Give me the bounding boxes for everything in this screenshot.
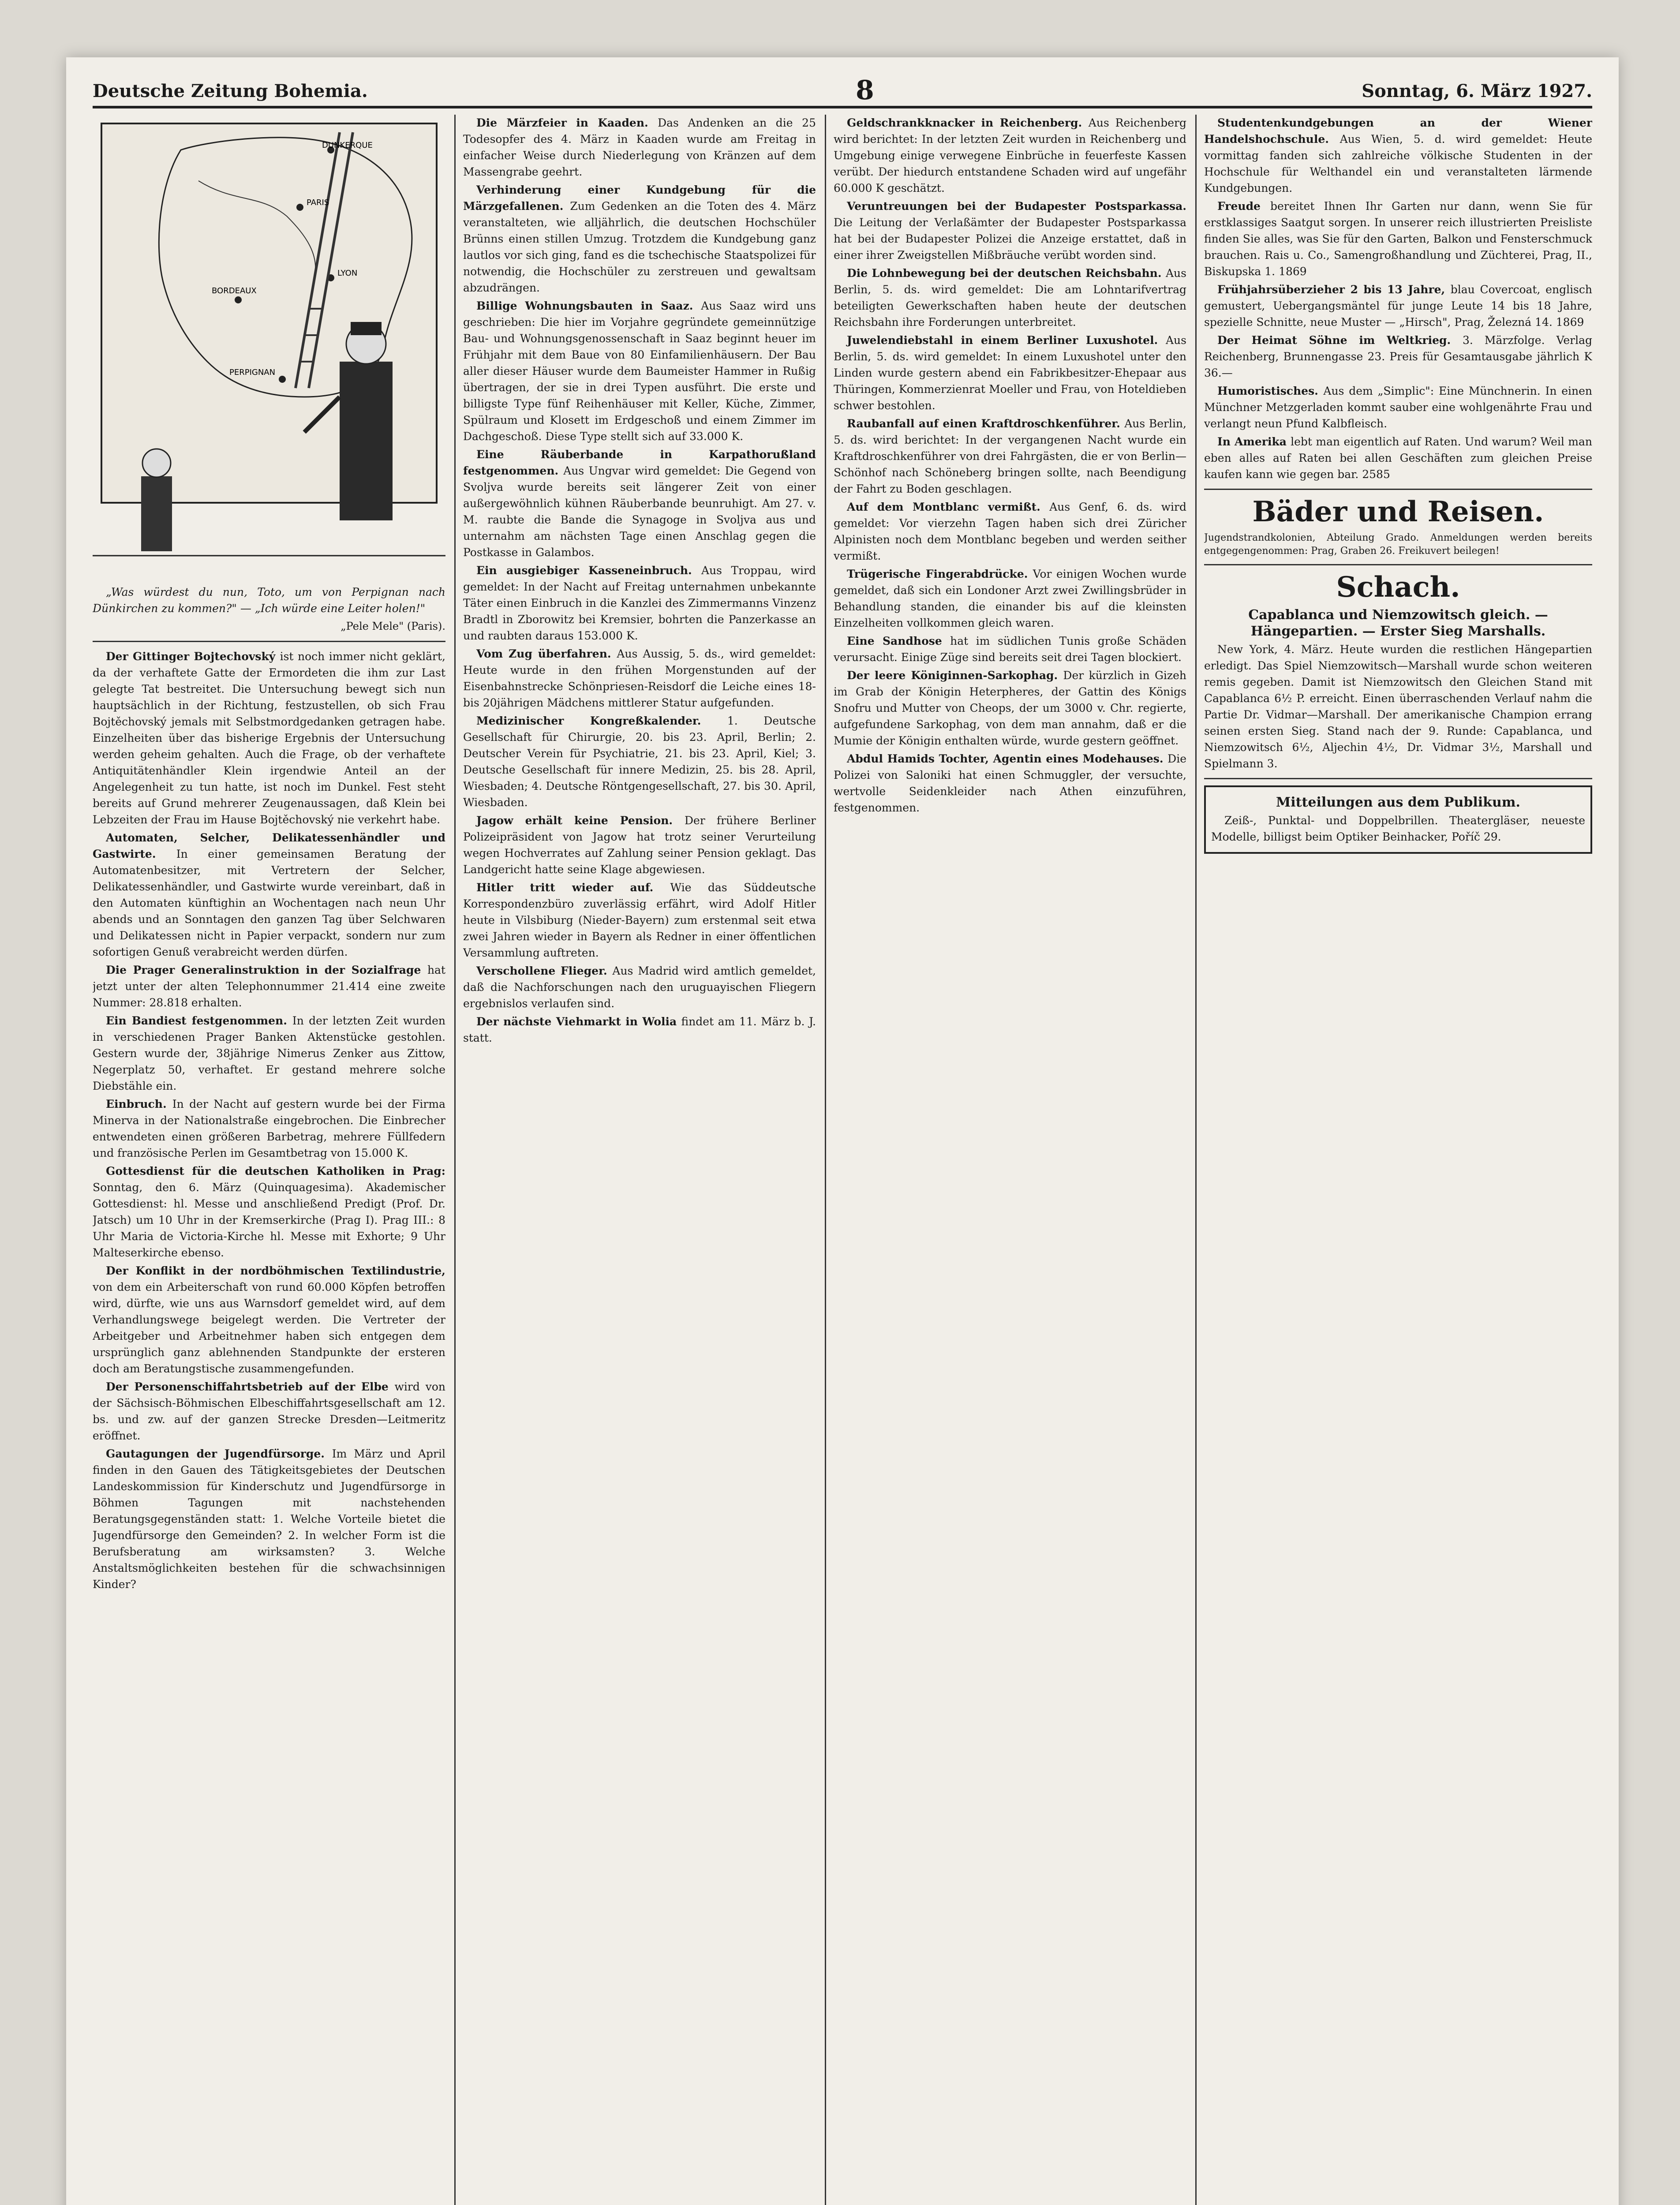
article-text: Aus Wien, 5. d. wird gemeldet: Heute vormittag fanden sich zahlreiche völkische Studenten in der Hochschule für Welthandel ein und veranstalteten lärmende Kundgebungen. (1204, 133, 1592, 194)
column-2-articles (463, 115, 816, 1046)
article (463, 446, 816, 561)
column-4-articles (1204, 115, 1592, 482)
article (93, 1446, 445, 1592)
article (463, 879, 816, 961)
article (93, 1379, 445, 1444)
article-text: ist noch immer nicht geklärt, da der verhaftete Gatte der Ermordeten die ihm zur Last gelegte Tat bestreitet. Die Untersuchung bewegt sich nun hauptsächlich in der Richtung, festzustellen, ob sich Frau Bojtěchovský jemals mit Selbstmordgedanken getragen habe. Einzelheiten über das bisherige Ergebnis der Untersuchung werden geheim gehalten. Auch die Frage, ob der verhaftete Antiquitätenhändler Klein irgendwie Anteil an der Angelegenheit zu tun hatte, ist noch im Dunkel. Fest steht bereits auf Grund mehrerer Zeugenaussagen, daß Klein bei Lebzeiten der Frau im Hause Bojtěchovský nie verkehrt habe. (93, 650, 445, 826)
column-4 (1204, 115, 1592, 2205)
article (93, 1263, 445, 1377)
article-title: Der Gittinger Bojtechovský (106, 650, 280, 663)
article (463, 182, 816, 296)
article-text: findet am 11. März b. J. statt. (463, 1015, 816, 1044)
article-title: Vom Zug überfahren. (476, 647, 617, 660)
article-title: Der Personenschiffahrtsbetrieb auf der Elbe (106, 1380, 395, 1393)
article-title: Studentenkundgebungen an der Wiener Handelshochschule. (1204, 116, 1592, 146)
article-title: Abdul Hamids Tochter, Agentin eines Modehauses. (847, 752, 1168, 765)
article (834, 499, 1186, 564)
map-label-perpignan: PERPIGNAN (229, 368, 276, 377)
article-title: Raubanfall auf einen Kraftdroschkenführer. (847, 417, 1125, 430)
article-title: Einbruch. (106, 1098, 172, 1110)
article-title: Hitler tritt wieder auf. (476, 881, 670, 894)
article (463, 1013, 816, 1046)
article-text: Aus Berlin, 5. ds. wird berichtet: In der vergangenen Nacht wurde ein Kraftdroschkenführer von drei Fahrgästen, die er von Berlin—Schönhof nach Schöneberg bringen sollte, nach Beendigung der Fahrt zu Boden geschlagen. (834, 417, 1186, 495)
article-title: Trügerische Fingerabdrücke. (847, 568, 1033, 580)
article-text: In einer gemeinsamen Beratung der Automatenbesitzer, mit Vertretern der Selcher, Delikatessenhändler, und Gastwirte wurde vereinbart, daß in den Automaten künftighin an Wochentagen nach neun Uhr abends und an Sonntagen den ganzen Tag über Selchwaren und Delikatessen nicht in Papier verpackt, sondern nur zum sofortigen Genuß verabreicht werden dürfen. (93, 848, 445, 958)
section-title-schach: Schach. (1336, 571, 1460, 604)
article-text: blau Covercoat, englisch gemustert, Uebergangsmäntel für junge Leute 14 bis 18 Jahre, spezielle Schnitte, neue Muster — „Hirsch", Prag, Železná 14. 1869 (1204, 283, 1592, 329)
article-title: Eine Räuberbande in Karpathorußland festgenommen. (463, 448, 816, 477)
column-1-articles (93, 648, 445, 1592)
schach-subtitle: Capablanca und Niemzowitsch gleich. — Hängepartien. — Erster Sieg Marshalls. (1248, 607, 1548, 639)
article-text: Aus Troppau, wird gemeldet: In der Nacht auf Freitag unternahmen unbekannte Täter einen Einbruch in die Kanzlei des Zimmermanns Vinzenz Bradtl in Zborowitz bei Kremsier, bohrten die Panzerkasse an und raubten daraus 153.000 K. (463, 564, 816, 642)
article-text: bereitet Ihnen Ihr Garten nur dann, wenn Sie für erstklassiges Saatgut sorgen. In unserer reich illustrierten Preisliste finden Sie alles, was Sie für den Garten, Balkon und Fensterschmuck brauchen. Rais u. Co., Samengroßhandlung und Züchterei, Prag, II., Biskupska 1. 1869 (1204, 200, 1592, 278)
article-text: 1. Deutsche Gesellschaft für Chirurgie, 20. bis 23. April, Berlin; 2. Deutscher Verein für Psychiatrie, 21. bis 23. April, Kiel; 3. Deutsche Gesellschaft für innere Medizin, 25. bis 28. April, Wiesbaden; 4. Deutsche Röntgengesellschaft, 27. bis 30. April, Wiesbaden. (463, 714, 816, 809)
article (834, 633, 1186, 665)
article-title: Verhinderung einer Kundgebung für die Märzgefallenen. (463, 183, 816, 213)
article (93, 1013, 445, 1094)
article-text: Im März und April finden in den Gauen des Tätigkeitsgebietes der Deutschen Landeskommission für Kinderschutz und Jugendfürsorge in Böhmen Tagungen mit nachstehenden Beratungsgegenständen statt: 1. Welche Vorteile bietet die Jugendfürsorge den Gemeinden? 2. In welcher Form ist die Berufsberatung am wirksamsten? 3. Welche Anstaltsmöglichkeiten bestehen für die schwachsinnigen Kinder? (93, 1447, 445, 1591)
article (463, 562, 816, 644)
article (834, 332, 1186, 414)
article-text: Aus Berlin, 5. ds. wird gemeldet: Die am Lohntarifvertrag beteiligten Gewerkschaften haben heute der deutschen Reichsbahn ihre Forderungen unterbreitet. (834, 267, 1186, 329)
article-text: Die Polizei von Saloniki hat einen Schmuggler, der versuchte, wertvolle Seidenkleider nach Athen einzuführen, festgenommen. (834, 752, 1186, 814)
article-title: Die Lohnbewegung bei der deutschen Reichsbahn. (847, 267, 1166, 280)
schach-report: New York, 4. März. Heute wurden die restlichen Hängepartien erledigt. Das Spiel Niemzowitsch—Marshall wurde schon weiteren remis gegeben. Damit ist Niemzowitsch den Gleichen Stand mit Capablanca 6½ P. erreicht. Einen überraschenden Verlauf nahm die Partie Dr. Vidmar—Marshall. Der amerikanische Champion errang seinen ersten Sieg. Stand nach der 9. Runde: Capablanca, und Niemzowitsch 6½, Aljechin 4½, Dr. Vidmar 3½, Marshall und Spielmann 3. (1204, 643, 1592, 770)
article-text: hat jetzt unter der alten Telephonnummer 21.414 eine zweite Nummer: 28.818 erhalten. (93, 964, 445, 1009)
article-title: Gautagungen der Jugendfürsorge. (106, 1447, 332, 1460)
article-title: Billige Wohnungsbauten in Saaz. (476, 299, 701, 312)
map-label-dunkerque: DUNKERQUE (322, 141, 373, 150)
issue-date: Sonntag, 6. März 1927. (1362, 81, 1592, 101)
divider (93, 641, 445, 642)
article (834, 265, 1186, 330)
article-title: Juwelendiebstahl in einem Berliner Luxushotel. (847, 334, 1166, 347)
article-title: Freude (1217, 200, 1270, 213)
article (1204, 383, 1592, 432)
page-number: 8 (856, 75, 874, 106)
divider (1204, 489, 1592, 490)
article-title: In Amerika (1217, 435, 1291, 448)
article-title: Gottesdienst für die deutschen Katholiken in Prag: (106, 1165, 445, 1177)
article-text: Aus Genf, 6. ds. wird gemeldet: Vor vierzehn Tagen haben sich drei Züricher Alpinisten noch dem Montblanc begeben und werden seither vermißt. (834, 501, 1186, 562)
article-text: Aus Aussig, 5. ds., wird gemeldet: Heute wurde in den frühen Morgenstunden auf der Eisenbahnstrecke Schönpriesen-Reisdorf die Leiche eines 18- bis 20jährigen Mädchens mittlerer Statur aufgefunden. (463, 647, 816, 709)
article-text: Der kürzlich in Gizeh im Grab der Königin Heterpheres, der Gattin des Königs Snofru und Mutter von Cheops, der um 3000 v. Chr. regierte, aufgefundene Sarkophag, von dem man annahm, daß er die Mumie der Königin enthalten würde, wurde gestern geöffnet. (834, 669, 1186, 747)
article-title: Geldschrankknacker in Reichenberg. (847, 116, 1089, 129)
article (834, 415, 1186, 497)
article (1204, 434, 1592, 482)
article (93, 830, 445, 960)
article (463, 298, 816, 445)
article-text: Aus Ungvar wird gemeldet: Die Gegend von Svoljva wurde bereits seit längerer Zeit von einer außergewöhnlich kühnen Räuberbande beunruhigt. Am 27. v. M. raubte die Bande die Synagoge in Svoljva aus und unternahm am nächsten Tage einen Anschlag gegen die Postkasse in Galambos. (463, 464, 816, 559)
page-header (93, 75, 1592, 108)
article-text: Sonntag, den 6. März (Quinquagesima). Akademischer Gottesdienst: hl. Messe und anschließend Predigt (Prof. Dr. Jatsch) um 10 Uhr in der Kremserkirche (Prag I). Prag III.: 8 Uhr Maria de Victoria-Kirche hl. Messe mit Exhorte; 9 Uhr Malteserkirche ebenso. (93, 1181, 445, 1259)
map-cartoon-image (93, 115, 445, 578)
column-rule (1195, 115, 1197, 2205)
article (834, 566, 1186, 631)
article (834, 198, 1186, 263)
baeder-notice: Jugendstrandkolonien, Abteilung Grado. Anmeldungen werden bereits entgegengenommen: Prag, Graben 26. Freikuvert beilegen! (1204, 532, 1592, 557)
article-text: hat im südlichen Tunis große Schäden verursacht. Einige Züge sind bereits seit drei Tagen blockiert. (834, 635, 1186, 664)
article-text: wird von der Sächsisch-Böhmischen Elbeschiffahrtsgesellschaft am 12. bs. und zw. auf der ganzen Strecke Dresden—Leitmeritz eröffnet. (93, 1380, 445, 1442)
article (463, 963, 816, 1012)
article-title: Ein Bandiest festgenommen. (106, 1014, 292, 1027)
article-title: Ein ausgiebiger Kasseneinbruch. (476, 564, 702, 577)
article-text: 3. Märzfolge. Verlag Reichenberg, Brunnengasse 23. Preis für Gesamtausgabe jährlich K 36.— (1204, 334, 1592, 379)
article-text: Das Andenken an die 25 Todesopfer des 4. März in Kaaden wurde am Freitag in einfacher Weise durch Niederlegung von Kränzen auf dem Massengrabe geehrt. (463, 116, 816, 178)
article-text: In der Nacht auf gestern wurde bei der Firma Minerva in der Nationalstraße eingebrochen. Die Einbrecher entwendeten einen größeren Barbetrag, mehrere Füllfedern und französische Perlen im Gesamtbetrag von 15.000 K. (93, 1098, 445, 1159)
map-label-bordeaux: BORDEAUX (212, 286, 257, 295)
article (1204, 115, 1592, 196)
article-text: lebt man eigentlich auf Raten. Und warum? Weil man eben alles auf Raten bei allen Geschäften zum gleichen Preise kaufen kann wie gegen bar. 2585 (1204, 435, 1592, 481)
article-title: Jagow erhält keine Pension. (476, 814, 685, 827)
article (1204, 332, 1592, 381)
article (1204, 198, 1592, 280)
article-title: Medizinischer Kongreßkalender. (476, 714, 727, 727)
article-text: Vor einigen Wochen wurde gemeldet, daß sich ein Londoner Arzt zwei Zwillingsbrüder in Behandlung standen, die einander bis auf die kleinsten Einzelheiten vollkommen gleich waren. (834, 568, 1186, 629)
column-1 (93, 115, 445, 2205)
article-title: Automaten, Selcher, Delikatessenhändler und Gastwirte. (93, 831, 445, 860)
section-title-baeder: Bäder und Reisen. (1252, 495, 1544, 528)
article (463, 713, 816, 811)
article-title: Der Konflikt in der nordböhmischen Textilindustrie, (106, 1264, 445, 1277)
article-title: Veruntreuungen bei der Budapester Postsparkassa. (847, 200, 1186, 213)
article (463, 812, 816, 878)
divider (1204, 564, 1592, 565)
article (463, 115, 816, 180)
article-title: Die Prager Generalinstruktion in der Sozialfrage (106, 964, 427, 976)
article-text: Wie das Süddeutsche Korrespondenzbüro zuverlässig erfährt, wird Adolf Hitler heute in Vilsbiburg (Nieder-Bayern) zum erstenmal seit etwa zwei Jahren wieder in Bayern als Redner in einer öffentlichen Versammlung auftreten. (463, 881, 816, 959)
column-rule (454, 115, 456, 2205)
article-title: Die Märzfeier in Kaaden. (476, 116, 658, 129)
cartoon-credit: „Pele Mele" (Paris). (340, 620, 445, 632)
article-text: Aus Berlin, 5. ds. wird gemeldet: In einem Luxushotel unter den Linden wurde gestern abend ein Fabrikbesitzer-Ehepaar aus Thüringen, Kommerzienrat Moeller und Frau, von Hoteldieben schwer bestohlen. (834, 334, 1186, 412)
column-rule (825, 115, 826, 2205)
article (834, 751, 1186, 816)
newspaper-name: Deutsche Zeitung Bohemia. (93, 81, 368, 101)
article (93, 962, 445, 1011)
column-3 (834, 115, 1186, 2205)
article-text: Aus Reichenberg wird berichtet: In der letzten Zeit wurden in Reichenberg und Umgebung einige verwegene Einbrüche in feuerfeste Kassen verübt. Der hiedurch entstandene Schaden wird auf ungefähr 60.000 K geschätzt. (834, 116, 1186, 194)
article-title: Humoristisches. (1217, 385, 1324, 397)
cartoon-caption: „Was würdest du nun, Toto, um von Perpignan nach Dünkirchen zu kommen?" — „Ich würde eine Leiter holen!" (93, 586, 445, 615)
article-text: Die Leitung der Verlaßämter der Budapester Postsparkassa hat bei der Budapester Polizei die Anzeige erstattet, daß in einer ihrer Zweigstellen Mißbräuche verübt worden sind. (834, 216, 1186, 262)
article-text: Der frühere Berliner Polizeipräsident von Jagow hat trotz seiner Verurteilung wegen Hochverrates auf Zahlung seiner Pension geklagt. Das Landgericht hatte seine Klage abgewiesen. (463, 814, 816, 876)
divider (1204, 778, 1592, 779)
article-title: Auf dem Montblanc vermißt. (847, 501, 1050, 513)
article-title: Frühjahrsüberzieher 2 bis 13 Jahre, (1217, 283, 1451, 296)
article (834, 115, 1186, 196)
newspaper-page (66, 57, 1619, 2205)
mitteilungen-text: Zeiß-, Punktal- und Doppelbrillen. Theatergläser, neueste Modelle, billigst beim Optiker Beinhacker, Poříč 29. (1211, 814, 1585, 843)
column-2 (463, 115, 816, 2205)
article-text: von dem ein Arbeiterschaft von rund 60.000 Köpfen betroffen wird, dürfte, wie uns aus Warnsdorf gemeldet wird, auf dem Verhandlungswege beigelegt werden. Die Vertreter der Arbeitgeber und Arbeitnehmer haben sich entgegen dem ursprünglich ganz ablehnenden Standpunkte der ersteren doch am Beratungstische zusammengefunden. (93, 1281, 445, 1375)
cartoon-illustration (93, 115, 445, 578)
mitteilungen-box (1204, 785, 1592, 854)
article (93, 648, 445, 828)
section-title-mitteilungen: Mitteilungen aus dem Publikum. (1276, 795, 1520, 810)
article-title: Der Heimat Söhne im Weltkrieg. (1217, 334, 1463, 347)
article (93, 1163, 445, 1261)
article-text: In der letzten Zeit wurden in verschiedenen Prager Banken Aktenstücke gestohlen. Gestern wurde der, 38jährige Nimerus Zenker aus Zittow, Negerplatz 50, verhaftet. Er gestand mehrere solche Diebstähle ein. (93, 1014, 445, 1092)
article (463, 646, 816, 711)
article (93, 1096, 445, 1161)
article-title: Eine Sandhose (847, 635, 950, 647)
article-text: Zum Gedenken an die Toten des 4. März veranstalteten, wie alljährlich, die deutschen Hochschüler Brünns einen stillen Umzug. Trotzdem die Kundgebung ganz lautlos vor sich ging, fand es die tschechische Staatspolizei für notwendig, die Hochschüler zu zerstreuen und gewaltsam abzudrängen. (463, 200, 816, 294)
article (834, 667, 1186, 749)
map-label-paris: PARIS (307, 198, 329, 207)
article-title: Der nächste Viehmarkt in Wolia (476, 1015, 681, 1028)
article-text: Aus Saaz wird uns geschrieben: Die hier im Vorjahre gegründete gemeinnützige Bau- und Wohnungsgenossenschaft in Saaz beginnt heuer im Frühjahr mit dem Baue von 80 Einfamilienhäusern. Der Bau aller dieser Häuser wurde dem Baumeister Hammer in Rußig übertragen, der sie in drei Typen ausführt. Die erste und billigste Type fünf Reihenhäuser mit Keller, Küche, Zimmer, Spülraum und Klosett im Erdgeschoß und einem Zimmer im Dachgeschoß. Diese Type stellt sich auf 33.000 K. (463, 299, 816, 443)
article-text: Aus dem „Simplic": Eine Münchnerin. In einen Münchner Metzgerladen kommt sauber eine wohlgenährte Frau und verlangt neun Pfund Kalbfleisch. (1204, 385, 1592, 430)
article (1204, 281, 1592, 330)
map-label-lyon: LYON (337, 269, 358, 278)
article-title: Der leere Königinnen-Sarkophag. (847, 669, 1063, 682)
article-title: Verschollene Flieger. (476, 964, 613, 977)
column-3-articles (834, 115, 1186, 816)
article-text: Aus Madrid wird amtlich gemeldet, daß die Nachforschungen nach den uruguayischen Fliegern ergebnislos verlaufen sind. (463, 964, 816, 1010)
